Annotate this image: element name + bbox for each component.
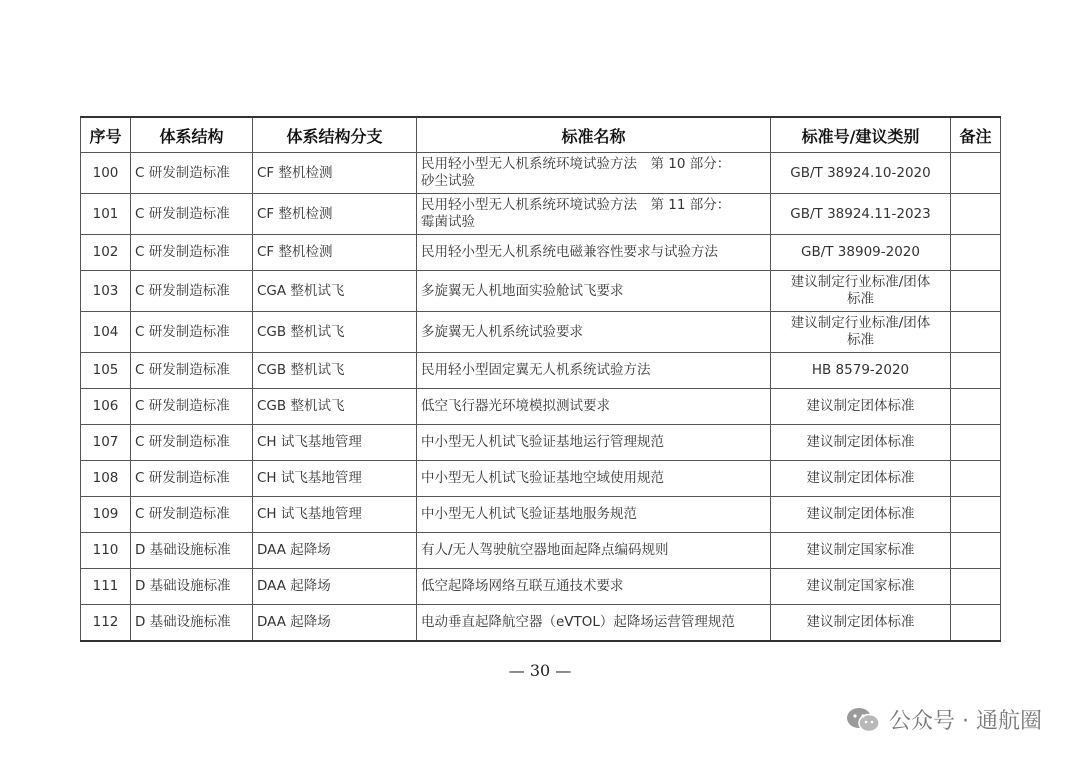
cell-line: 中小型无人机试飞验证基地运行管理规范 (421, 434, 664, 450)
table-row (81, 235, 1001, 271)
cell-line: 民用轻小型无人机系统电磁兼容性要求与试验方法 (421, 244, 718, 260)
cell-line: 建议制定团体标准 (806, 398, 915, 414)
header-note: 备注 (951, 117, 1001, 153)
cell-branch: CH 试飞基地管理 (253, 425, 417, 461)
table-row (81, 425, 1001, 461)
standards-table (80, 116, 1001, 642)
cell-serial: 104 (81, 312, 131, 353)
watermark-text: 公众号 · 通航圈 (889, 709, 1042, 734)
cell-line: 建议制定团体标准 (806, 506, 915, 522)
cell-standard-code (771, 389, 951, 425)
cell-structure: C 研发制造标准 (131, 153, 253, 194)
table-row (81, 569, 1001, 605)
cell-note (951, 497, 1001, 533)
cell-structure: C 研发制造标准 (131, 389, 253, 425)
cell-note (951, 569, 1001, 605)
cell-structure: C 研发制造标准 (131, 235, 253, 271)
cell-structure: C 研发制造标准 (131, 312, 253, 353)
cell-standard-code (771, 312, 951, 353)
table-row (81, 353, 1001, 389)
cell-branch: CF 整机检测 (253, 153, 417, 194)
cell-branch: DAA 起降场 (253, 605, 417, 642)
table-row (81, 605, 1001, 642)
cell-branch: DAA 起降场 (253, 569, 417, 605)
cell-line: HB 8579-2020 (811, 362, 910, 378)
cell-standard-name (417, 235, 771, 271)
cell-note (951, 312, 1001, 353)
cell-standard-name (417, 389, 771, 425)
cell-note (951, 533, 1001, 569)
cell-line: 民用轻小型无人机系统环境试验方法 第 11 部分： (421, 197, 731, 213)
table-row (81, 497, 1001, 533)
cell-serial: 111 (81, 569, 131, 605)
cell-standard-name (417, 153, 771, 194)
cell-structure: C 研发制造标准 (131, 425, 253, 461)
cell-note (951, 461, 1001, 497)
table-header-row (81, 117, 1001, 153)
cell-line: 多旋翼无人机地面实验舱试飞要求 (421, 282, 624, 299)
cell-standard-code (771, 194, 951, 235)
cell-structure: D 基础设施标准 (131, 569, 253, 605)
cell-branch: CGB 整机试飞 (253, 353, 417, 389)
cell-standard-code (771, 153, 951, 194)
cell-line: 建议制定行业标准/团体 (790, 315, 931, 331)
cell-branch: CF 整机检测 (253, 235, 417, 271)
cell-line: 建议制定团体标准 (806, 434, 915, 450)
cell-structure: C 研发制造标准 (131, 353, 253, 389)
cell-standard-name (417, 605, 771, 642)
cell-standard-name (417, 425, 771, 461)
cell-line: 有人/无人驾驶航空器地面起降点编码规则 (421, 542, 669, 558)
cell-note (951, 235, 1001, 271)
cell-standard-code (771, 461, 951, 497)
cell-line: GB/T 38924.11-2023 (790, 205, 931, 222)
cell-structure: D 基础设施标准 (131, 533, 253, 569)
cell-serial: 110 (81, 533, 131, 569)
header-branch: 体系结构分支 (253, 117, 417, 153)
cell-line: 建议制定团体标准 (806, 470, 915, 486)
table-row (81, 533, 1001, 569)
cell-note (951, 353, 1001, 389)
cell-line: 民用轻小型无人机系统环境试验方法 第 10 部分： (421, 156, 731, 172)
cell-branch: CF 整机检测 (253, 194, 417, 235)
wechat-icon (845, 706, 881, 734)
cell-line: 标准 (847, 291, 874, 307)
cell-serial: 103 (81, 271, 131, 312)
header-serial: 序号 (81, 117, 131, 153)
cell-line: 建议制定行业标准/团体 (790, 274, 931, 290)
cell-standard-code (771, 271, 951, 312)
table-row (81, 271, 1001, 312)
cell-serial: 100 (81, 153, 131, 194)
header-standard-name: 标准名称 (417, 117, 771, 153)
cell-branch: CGB 整机试飞 (253, 389, 417, 425)
cell-note (951, 389, 1001, 425)
table-row (81, 312, 1001, 353)
cell-note (951, 153, 1001, 194)
cell-standard-name (417, 533, 771, 569)
cell-serial: 105 (81, 353, 131, 389)
cell-note (951, 194, 1001, 235)
cell-standard-code (771, 533, 951, 569)
cell-serial: 112 (81, 605, 131, 642)
header-standard-code: 标准号/建议类别 (771, 117, 951, 153)
cell-line: 标准 (847, 332, 874, 348)
cell-branch: CH 试飞基地管理 (253, 497, 417, 533)
cell-serial: 102 (81, 235, 131, 271)
cell-standard-name (417, 497, 771, 533)
cell-serial: 106 (81, 389, 131, 425)
cell-standard-name (417, 461, 771, 497)
cell-branch: DAA 起降场 (253, 533, 417, 569)
cell-line: 低空飞行器光环境模拟测试要求 (421, 398, 610, 414)
cell-line: 多旋翼无人机系统试验要求 (421, 323, 583, 340)
cell-structure: C 研发制造标准 (131, 194, 253, 235)
cell-structure: C 研发制造标准 (131, 497, 253, 533)
cell-serial: 108 (81, 461, 131, 497)
cell-serial: 101 (81, 194, 131, 235)
cell-standard-code (771, 497, 951, 533)
cell-note (951, 271, 1001, 312)
header-structure: 体系结构 (131, 117, 253, 153)
cell-line: GB/T 38924.10-2020 (790, 164, 931, 181)
cell-line: 建议制定国家标准 (806, 578, 915, 594)
cell-line: 中小型无人机试飞验证基地服务规范 (421, 506, 637, 522)
cell-structure: C 研发制造标准 (131, 271, 253, 312)
cell-note (951, 605, 1001, 642)
cell-structure: D 基础设施标准 (131, 605, 253, 642)
cell-line: GB/T 38909-2020 (801, 244, 920, 260)
cell-standard-code (771, 353, 951, 389)
table-row (81, 194, 1001, 235)
cell-line: 电动垂直起降航空器（eVTOL）起降场运营管理规范 (421, 614, 735, 630)
cell-standard-code (771, 569, 951, 605)
cell-serial: 107 (81, 425, 131, 461)
page-number: — 30 — (508, 661, 572, 680)
cell-standard-name (417, 194, 771, 235)
cell-standard-code (771, 425, 951, 461)
cell-standard-code (771, 235, 951, 271)
cell-line: 建议制定国家标准 (806, 542, 915, 558)
cell-standard-code (771, 605, 951, 642)
cell-serial: 109 (81, 497, 131, 533)
watermark (845, 704, 1042, 735)
cell-branch: CGA 整机试飞 (253, 271, 417, 312)
cell-branch: CH 试飞基地管理 (253, 461, 417, 497)
cell-line: 中小型无人机试飞验证基地空域使用规范 (421, 470, 664, 486)
cell-line: 砂尘试验 (421, 173, 475, 189)
table-row (81, 389, 1001, 425)
table-row (81, 461, 1001, 497)
cell-line: 民用轻小型固定翼无人机系统试验方法 (421, 362, 651, 378)
cell-line: 建议制定团体标准 (806, 614, 915, 630)
cell-note (951, 425, 1001, 461)
cell-standard-name (417, 569, 771, 605)
cell-structure: C 研发制造标准 (131, 461, 253, 497)
cell-standard-name (417, 312, 771, 353)
cell-standard-name (417, 271, 771, 312)
cell-line: 霉菌试验 (421, 214, 475, 230)
cell-branch: CGB 整机试飞 (253, 312, 417, 353)
cell-line: 低空起降场网络互联互通技术要求 (421, 578, 624, 594)
cell-standard-name (417, 353, 771, 389)
table-row (81, 153, 1001, 194)
